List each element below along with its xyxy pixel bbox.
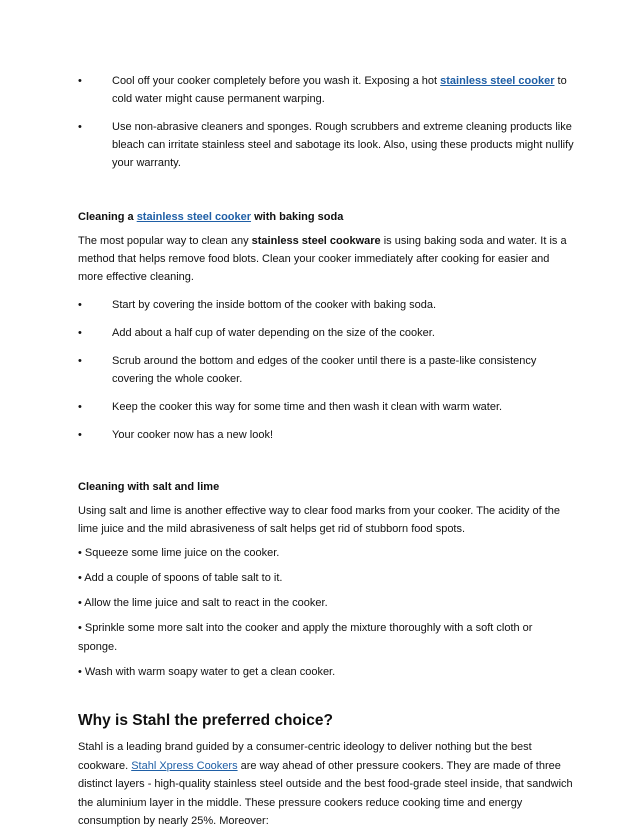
bullet-icon: • [78,299,82,311]
bullet-item: • Keep the cooker this way for some time and then wash it clean with warm water. [78,398,574,416]
section-heading-stahl: Why is Stahl the preferred choice? [78,712,333,729]
list-item: • Add a couple of spoons of table salt to it. [78,572,283,584]
list-item: • Allow the lime juice and salt to react in the cooker. [78,597,328,609]
bullet-icon: • [78,75,82,87]
section-heading-baking-soda: Cleaning a stainless steel cooker with baking soda [78,211,344,223]
list-item: • Squeeze some lime juice on the cooker. [78,547,280,559]
bullet-text: Cool off your cooker completely before you wash it. Exposing a hot [112,75,441,87]
bullet-icon: • [78,121,82,133]
bullet-item [78,118,574,172]
bullet-item: • Add about a half cup of water depending on the size of the cooker. [78,324,574,342]
bullet-icon: • [78,327,82,339]
list-item: • Sprinkle some more salt into the cooker and apply the mixture thoroughly with a soft cloth or sponge. [78,622,533,653]
bullet-icon: • [78,429,82,441]
bullet-text: to cold water might cause permanent warping. [112,75,567,105]
list-item: • Wash with warm soapy water to get a clean cooker. [78,666,336,678]
stahl-xpress-cookers-link[interactable]: Stahl Xpress Cookers [131,759,238,772]
stainless-steel-cooker-link[interactable]: stainless steel cooker [440,75,555,87]
bullet-icon: • [78,355,82,367]
bullet-icon: • [78,401,82,413]
paragraph: Stahl is a leading brand guided by a consumer-centric ideology to deliver nothing but the best cookware. Stahl Xpress Cookers are way ahead of other pressure cookers. They are made of three distinct layers - high-quality stainless steel outside and the best food-grade steel inside, that sandwich the aluminium layer in the middle. These pressure cookers reduce cooking time and energy consumption by nearly 25%. Moreover: [78,741,573,827]
section-heading-salt-lime: Cleaning with salt and lime [78,481,220,493]
bullet-text: Use non-abrasive cleaners and sponges. Rough scrubbers and extreme cleaning products like bleach can irritate stainless steel and sabotage its look. Also, using these products might nullify your warranty. [112,121,574,169]
bullet-item [78,72,574,108]
paragraph: Using salt and lime is another effective way to clear food marks from your cooker. The acidity of the lime juice and the mild abrasiveness of salt helps get rid of stubborn food spots. [78,505,560,535]
bullet-item: • Your cooker now has a new look! [78,426,574,444]
paragraph: The most popular way to clean any stainless steel cookware is using baking soda and water. It is a method that helps remove food blots. Clean your cooker immediately after cooking for easier and more effective cleaning. [78,235,567,283]
stainless-steel-cooker-link[interactable]: stainless steel cooker [136,211,252,223]
bullet-item: • Scrub around the bottom and edges of the cooker until there is a paste-like consistency covering the whole cooker. [78,352,574,388]
bullet-item: • Start by covering the inside bottom of the cooker with baking soda. [78,296,574,314]
